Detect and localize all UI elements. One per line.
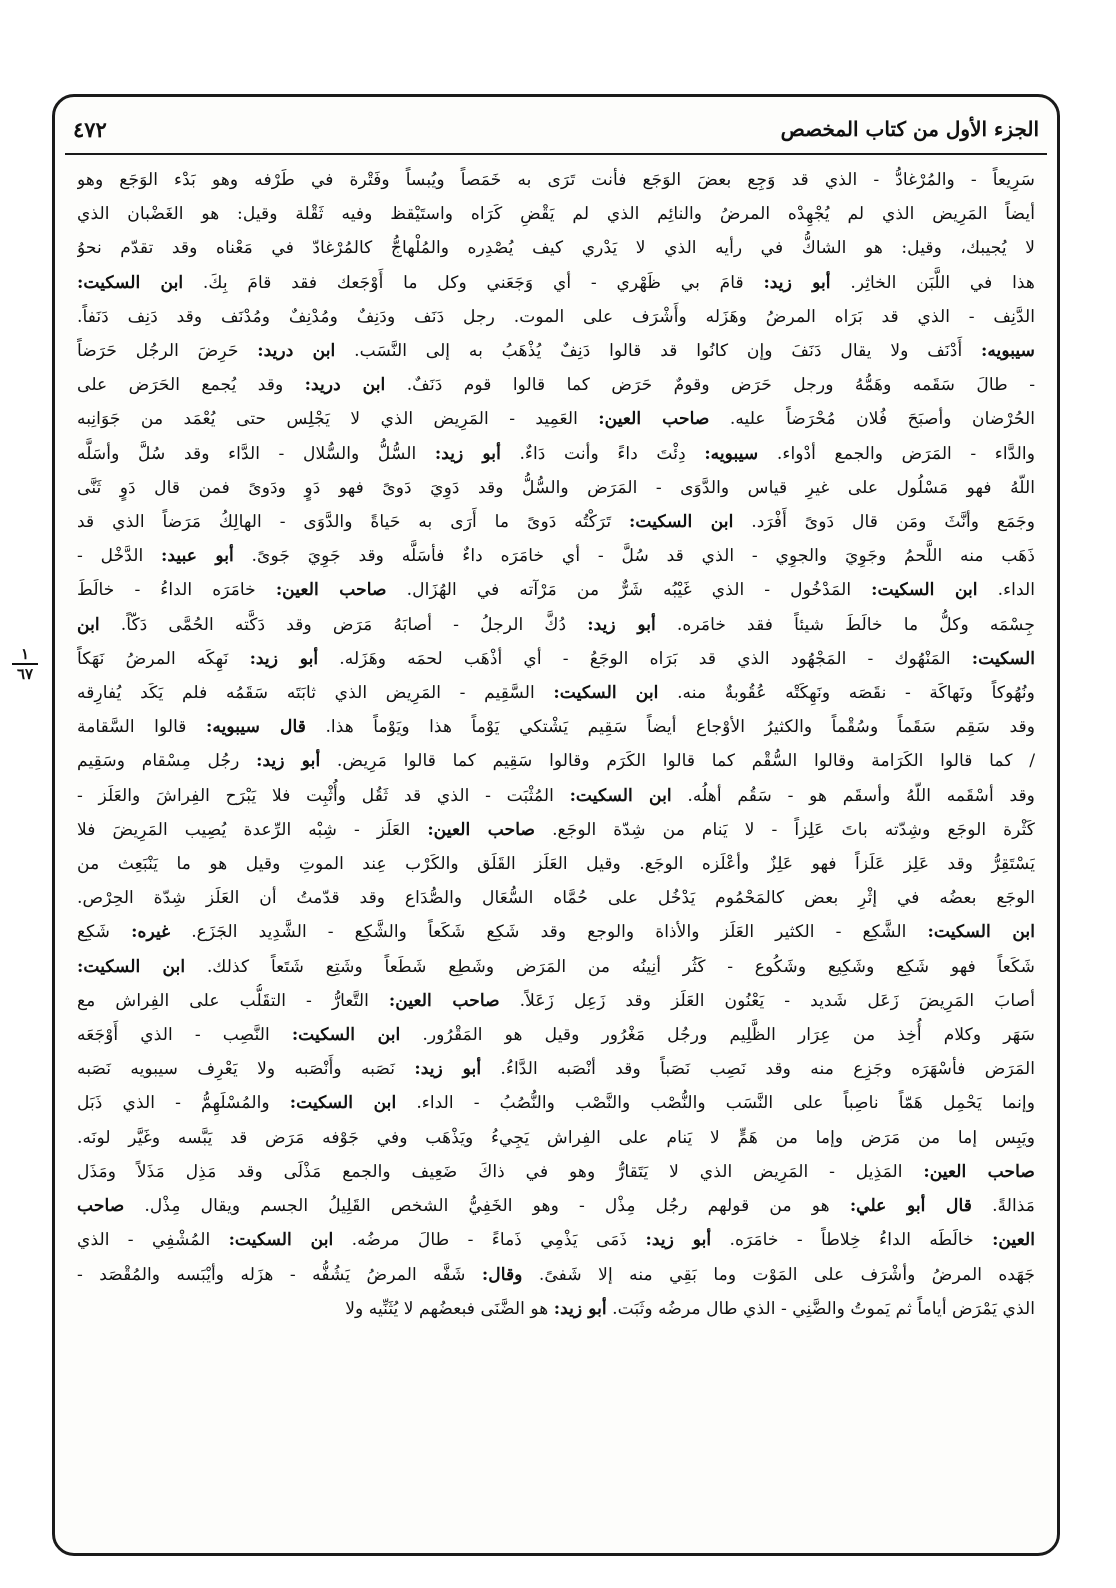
- margin-denominator: ٦٧: [16, 665, 34, 683]
- text-segment: الوجَع بعضُه في إثْرِ بعض كالمَحْمُوم يَدْخُل على حُمَّاه السُّعَال والصُّدَاع وقد قدّمتُ أن العَلَز شِدّة الحِرْص.: [77, 888, 1035, 909]
- text-segment: وقد سَقِم سَقَماً وسُقْماً والكثيرُ الأوْجاع أيضاً سَقِيم يَشْتكي يَوْماً هذا ويَوْماً هذا.: [305, 717, 1035, 738]
- source-name: صاحب العين:: [598, 409, 710, 430]
- text-line: [77, 505, 1035, 539]
- text-segment: المَذِيل - المَرِيض الذي لا يَتَقارُّ وهو في ذاكَ ضَعِيف والجمع مَذْلَى وقد مَذِل مَذَلاً ومَذَل: [77, 1161, 924, 1182]
- source-name: السكيت:: [971, 648, 1035, 669]
- source-name: ابن السكيت:: [228, 1230, 334, 1251]
- text-segment: والدَّاء - المَرَض والجمع أدْواء.: [758, 443, 1035, 464]
- text-line: [77, 1155, 1035, 1189]
- source-name: غيره:: [131, 922, 171, 943]
- source-name: أبو زيد:: [553, 1298, 607, 1319]
- text-segment: التَّعارُّ - التقَلُّب على الفِراش مع: [77, 990, 389, 1011]
- text-line: [77, 1121, 1035, 1155]
- text-segment: خامَرَه الداءُ - خالَطَ: [77, 580, 276, 601]
- text-line: [77, 1018, 1035, 1052]
- text-segment: ذَمَى يَذْمِي ذَماءً - طالَ مرضُه.: [333, 1230, 646, 1251]
- text-segment: تَرَكْتُه دَوىً ما أَرَى به حَياةً والدَّوَى - الهالِكُ مَرَضاً الذي قد: [77, 512, 630, 533]
- text-segment: خالَطَه الداءُ خِلاطاً - خامَرَه.: [711, 1230, 993, 1251]
- source-name: ابن السكيت:: [291, 1025, 401, 1046]
- text-segment: - طالَ سَقَمه وهَمُّهُ ورجل حَرَض وقومٌ حَرَض كما قالوا قوم دَنَفٌ.: [385, 375, 1035, 396]
- text-line: [77, 368, 1035, 402]
- text-line: [77, 642, 1035, 676]
- text-line: [77, 471, 1035, 505]
- text-segment: أَدْنَف ولا يقال دَنَفَ وإن كانُوا قد قالوا دَنِفٌ يُذْهَبُ به إلى النَّسَب.: [335, 341, 981, 362]
- source-name: أبو زيد:: [414, 1059, 482, 1080]
- source-name: أبو زيد:: [256, 751, 321, 772]
- text-segment: دِئْتَ داءً وأنت دَاءٌ.: [500, 443, 705, 464]
- margin-numerator: ١: [12, 645, 38, 665]
- text-line: [77, 744, 1035, 778]
- page-frame: [52, 94, 1060, 1556]
- text-segment: هو الضَّنَى فبعضُهم لا يُثَنِّيه ولا: [345, 1298, 554, 1319]
- text-line: [77, 437, 1035, 471]
- text-segment: رجُل مِسْقام وسَقِيم: [77, 751, 257, 772]
- header-rule: [65, 153, 1047, 155]
- source-name: ابن السكيت:: [77, 956, 186, 977]
- source-name: العين:: [992, 1230, 1035, 1251]
- source-name: وقال:: [481, 1264, 523, 1285]
- text-line: [77, 266, 1035, 300]
- text-segment: سَهَر وكلام أُخِذ من عِرَار الظَّلِيم ورجُل مَغْرُور وقيل هو المَقْرُور.: [400, 1025, 1035, 1046]
- text-segment: أيضاً المَرِيض الذي لم يُجْهِدْه المرضُ والنائِم الذي لم يَقْضِ كَرَاه واستَيْقظ وفيه ثَقْلة وقيل: هو الغَضْبان الذي: [77, 204, 1035, 225]
- text-segment: يَسْتَقِرُّ وقد عَلِز عَلَزاً فهو عَلِزٌ وأعْلَزه الوجَع. وقيل العَلَز القَلَق والكَرْب عِند الموتِ وقيل هو ما يَنْبَعِث من: [77, 854, 1035, 875]
- text-segment: اللّهُ فهو مَسْلُول على غيرِ قياس والدَّوَى - المَرَض والسُّلُّ وقد دَوِيَ دَوىً فهو دَوٍ ودَوىً فمن قال دَوٍ ثَنَّى: [77, 477, 1035, 498]
- source-name: صاحب العين:: [923, 1161, 1035, 1182]
- text-segment: المَرَض فأسْهَرَه وجَزِع منه وقد نَصِب نَصَباً وقد أنْصَبه الدَّاءُ.: [481, 1059, 1035, 1080]
- source-name: قال سيبويه:: [206, 717, 306, 738]
- text-line: [77, 950, 1035, 984]
- text-segment: ذَهَب منه اللَّحمُ وجَوِيَ والجوِي - الذي قد سُلَّ - أي خامَرَه داءٌ فأسَلَّه وقد جَوِيَ جَوىً.: [233, 546, 1035, 567]
- text-segment: دُكَّ الرجلُ - أصابَهُ مَرَض وقد دَكَّته الحُمَّى دَكّاً.: [99, 614, 588, 635]
- text-segment: مَذالةً.: [972, 1196, 1035, 1217]
- text-segment: قالوا السَّقامة: [77, 717, 207, 738]
- source-name: ابن دريد:: [257, 341, 336, 362]
- text-segment: وقد يُجمع الحَرَض على: [77, 375, 305, 396]
- source-name: صاحب العين:: [388, 990, 500, 1011]
- source-name: أبو زيد:: [763, 272, 831, 293]
- text-segment: الذي يَمْرَض أياماً ثم يَموتُ والضَّنِي - الذي طال مرضُه وثَبَت.: [606, 1298, 1035, 1319]
- text-segment: وجَمَع وأنَّثَ ومَن قال دَوىً أَفْرَد.: [733, 512, 1035, 533]
- text-segment: نَصَبه وأَنْصَبه ولا يَعْرِف سيبويه نَصَبه: [77, 1059, 415, 1080]
- text-line: [77, 539, 1035, 573]
- text-line: [77, 1052, 1035, 1086]
- source-name: ابن السكيت:: [77, 272, 184, 293]
- source-name: أبو زيد:: [249, 648, 319, 669]
- text-line: [77, 847, 1035, 881]
- text-line: [77, 608, 1035, 642]
- text-segment: سَرِيعاً - والمُرْغادُّ - الذي قد وَجِع بعضَ الوَجَع فأنت تَرَى به خَمَصاً ويُبساً وفَتْرة في طَرْفه وهو بَدْء الوَجَع وهو: [77, 170, 1035, 190]
- text-segment: وقد أسْقَمه اللّهُ وأسقَم هو - سَقُم أهلُه.: [671, 785, 1035, 806]
- text-segment: المُشْفِي - الذي: [77, 1230, 229, 1251]
- source-name: أبو زيد:: [434, 443, 501, 464]
- text-segment: المُثْبَت - الذي قد ثَقُل وأُثْبِت فلا يَبْرَح الفِراشَ والعَلَز -: [77, 785, 570, 806]
- source-name: صاحب العين:: [275, 580, 387, 601]
- text-line: [77, 813, 1035, 847]
- text-segment: الدَّخْل -: [77, 546, 162, 567]
- text-segment: قامَ بي ظَهْري - أي وَجَعَني وكل ما أَوْجَعك فقد قامَ بِكَ.: [183, 272, 764, 293]
- text-line: [77, 163, 1035, 197]
- source-name: سيبويه:: [704, 443, 759, 464]
- source-name: أبو زيد:: [587, 614, 656, 635]
- source-name: ابن السكيت:: [569, 785, 672, 806]
- text-line: [77, 402, 1035, 436]
- text-segment: المَدْخُول - الذي غَيْبُه شَرٌّ من مَرْآته في الهُزَال.: [386, 580, 872, 601]
- text-segment: حَرِضَ الرجُل حَرَضاً: [77, 341, 258, 362]
- text-segment: جِسْمَه وكلُّ ما خالَطَ شيئاً فقد خامَره.: [655, 614, 1035, 635]
- source-name: صاحب: [77, 1196, 125, 1217]
- text-segment: جَهَده المرضُ وأشْرَف على المَوْت وما بَقِي منه إلا شَفىً.: [522, 1264, 1035, 1285]
- text-segment: السُّلُّ والسُّلال - الدَّاء وقد سُلَّ وأسَلَّه: [77, 443, 435, 464]
- text-line: [77, 334, 1035, 368]
- text-segment: نَهِكَه المرضُ نَهَكاً: [77, 648, 250, 669]
- text-segment: أصابَ المَرِيضَ زَعَل شَديد - يَعْنُون العَلَز وقد زَعِل زَعَلاً.: [499, 990, 1035, 1011]
- source-name: صاحب العين:: [427, 819, 536, 840]
- text-segment: هو من قولهم رجُل مِذْل - وهو الخَفِيُّ الشخص القَلِيلُ الجسم ويقال مِذْل.: [124, 1196, 850, 1217]
- text-segment: المَنْهُوك - المَجْهُود الذي قد بَرَاه الوجَعُ - أي أذْهَب لحمَه وهَزَله.: [318, 648, 972, 669]
- page-header: [73, 111, 1039, 147]
- source-name: قال أبو علي:: [849, 1196, 972, 1217]
- text-line: [77, 1086, 1035, 1120]
- text-line: [77, 881, 1035, 915]
- text-segment: ونُهُوكاً ونَهاكَة - نقَصَه ونَهِكَتْه عُقُوبةٌ منه.: [658, 683, 1035, 704]
- margin-page-reference: [0, 645, 50, 683]
- text-segment: الحُرْضان وأصبَحَ فُلان مُحْرَضاً عليه.: [709, 409, 1035, 430]
- text-line: [77, 676, 1035, 710]
- text-line: [77, 573, 1035, 607]
- text-line: [77, 197, 1035, 231]
- text-segment: / كما قالوا الكَرَامة وقالوا السُّقْم كما قالوا الكَرَم وقالوا سَقِيم كما قالوا مَرِيض.: [320, 751, 1035, 772]
- source-name: ابن السكيت:: [289, 1093, 397, 1114]
- source-name: ابن السكيت:: [871, 580, 978, 601]
- text-line: [77, 779, 1035, 813]
- text-segment: العَمِيد - المَرِيض الذي لا يَجْلِس حتى يُعْمَد من جَوَانِبه: [77, 409, 599, 430]
- source-name: ابن دريد:: [304, 375, 386, 396]
- text-segment: هذا في اللَّبَن الخاثِر.: [830, 272, 1035, 293]
- text-segment: وإنما يَحْمِل هَمّاً ناصِباً على النَّسَب والنُّصْب والنَّصْب والنُّصُبُ - الداء.: [396, 1093, 1035, 1114]
- text-line: [77, 1189, 1035, 1223]
- text-segment: والمُسْلَهِمُّ - الذي ذَبَل: [77, 1093, 290, 1114]
- text-segment: العَلَز - شِبْه الرِّعدة يُصِيب المَرِيضَ فلا: [77, 819, 428, 840]
- text-segment: كَثْرة الوجَع وشِدّته باتَ عَلِزاً - لا يَنام من شِدّة الوجَع.: [535, 819, 1035, 840]
- source-name: ابن السكيت:: [553, 683, 659, 704]
- text-segment: شَكَعاً فهو شَكِع وشَكِيع وشَكُوع - كَثُر أنِينُه من المَرَض وشَطِع شَطَعاً وشَتِع شَتَعاً كذلك.: [185, 956, 1035, 977]
- text-line: [77, 1258, 1035, 1292]
- text-segment: ويَبِس إما من مَرَض وإما من هَمٍّ لا يَنام على الفِراش يَجِيءُ ويَذْهَب وفي جَوْفه مَرَض قد يَبَّسه وغَيَّر لونَه.: [77, 1127, 1035, 1148]
- book-title: الجزء الأول من كتاب المخصص: [780, 117, 1039, 141]
- source-name: سيبويه:: [981, 341, 1035, 362]
- text-segment: الدَّنِف - الذي قد بَرَاه المرضُ وهَزَله وأَشْرَف على الموت. رجل دَنَف ودَنِفٌ ومُدْنِفٌ ومُدْنَف وقد دَنِف دَنَفاً.: [77, 306, 1035, 327]
- text-line: [77, 300, 1035, 334]
- source-name: ابن: [77, 614, 100, 635]
- text-segment: الداء.: [977, 580, 1035, 601]
- text-segment: لا يُجيبك، وقيل: هو الشاكُّ في رأيه الذي لا يَدْري كيف يُصْدِره والمُلْهاجُّ كالمُرْغادّ في مَعْناه وقد تقدّم نحوُ: [77, 238, 1035, 259]
- text-line: [77, 915, 1035, 949]
- text-line: [77, 710, 1035, 744]
- source-name: ابن السكيت:: [927, 922, 1035, 943]
- source-name: أبو زيد:: [645, 1230, 712, 1251]
- body-text: [77, 163, 1035, 1326]
- text-segment: شَكِع: [77, 922, 132, 943]
- text-line: [77, 231, 1035, 265]
- source-name: أبو عبيد:: [161, 546, 234, 567]
- text-segment: الشَّكِع - الكثير العَلَز والأذاة والوجع وقد شَكِع شَكَعاً والشَّكِع - الشَّدِيد الجَزَع.: [170, 922, 928, 943]
- text-segment: شَفَّه المرضُ يَشُفُّه - هزَله وأيْبَسه والمُقْصَد -: [77, 1264, 482, 1285]
- text-segment: النَّصِب - الذي أَوْجَعَه: [77, 1025, 292, 1046]
- page-number: ٤٧٢: [73, 116, 107, 142]
- text-line: [77, 1223, 1035, 1257]
- source-name: ابن السكيت:: [629, 512, 734, 533]
- text-line: [77, 1292, 1035, 1326]
- text-line: [77, 984, 1035, 1018]
- text-segment: السَّقِيم - المَرِيض الذي ثابَتَه سَقَمُه فلم يَكَد يُفارِقه: [77, 683, 554, 704]
